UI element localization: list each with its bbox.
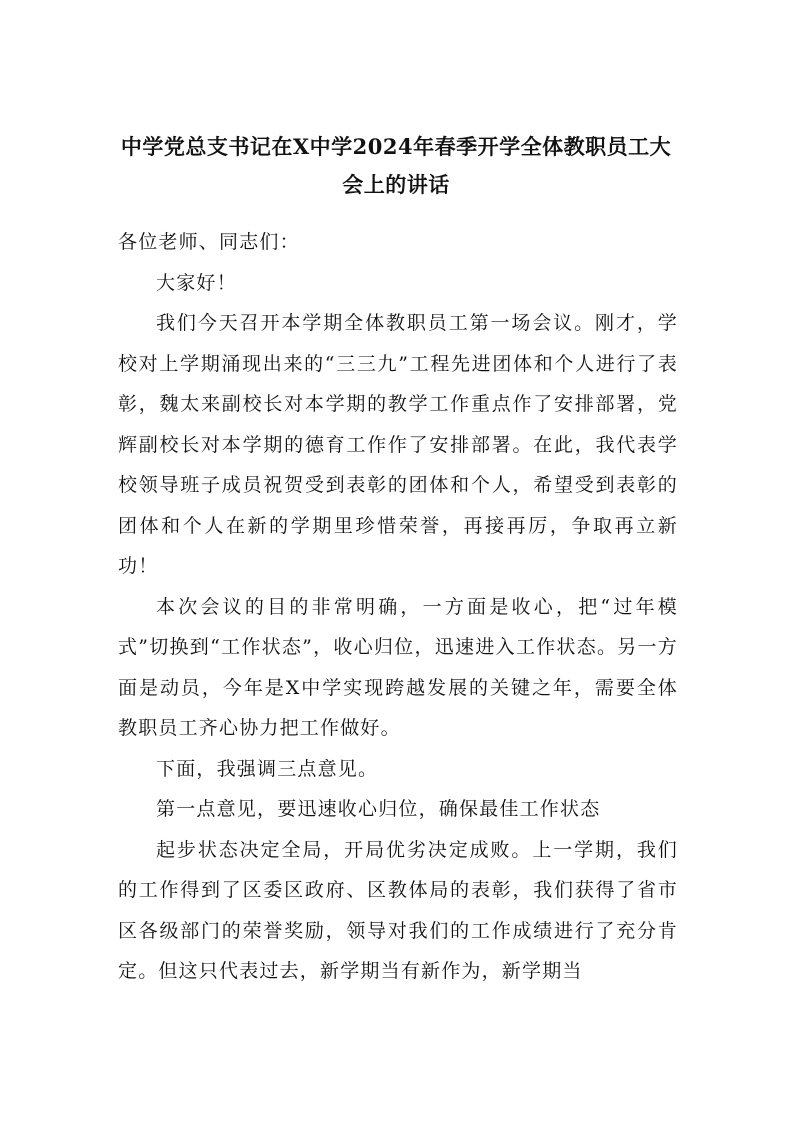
salutation: 各位老师、同志们： bbox=[118, 231, 300, 253]
paragraph-meeting-intro: 我们今天召开本学期全体教职员工第一场会议。刚才，学校对上学期涌现出来的“三三九”工程先进团体和个人进行了表彰，魏太来副校长对本学期的教学工作重点作了安排部署，党辉副校长对本学期的德育工作作了安排部署。在此，我代表学校领导班子成员祝贺受到表彰的团体和个人，希望受到表彰的团体和个人在新的学期里珍惜荣誉，再接再厉，争取再立新功！ bbox=[118, 312, 678, 577]
paragraph-meeting-purpose: 本次会议的目的非常明确，一方面是收心，把“过年模式”切换到“工作状态”，收心归位，迅速进入工作状态。另一方面是动员，今年是X中学实现跨越发展的关键之年，需要全体教职员工齐心协力把工作做好。 bbox=[118, 595, 678, 739]
section-heading-first-point: 第一点意见，要迅速收心归位，确保最佳工作状态 bbox=[156, 798, 601, 820]
paragraph-first-point-body: 起步状态决定全局，开局优劣决定成败。上一学期，我们的工作得到了区委区政府、区教体局的表彰，我们获得了省市区各级部门的荣誉奖励，领导对我们的工作成绩进行了充分肯定。但这只代表过去，新学期当有新作为，新学期当 bbox=[118, 838, 678, 982]
document-body bbox=[118, 222, 678, 992]
paragraph-transition: 下面，我强调三点意见。 bbox=[156, 757, 379, 780]
document-title: 中学党总支书记在X中学2024年春季开学全体教职员工大会上的讲话 bbox=[120, 134, 672, 197]
paragraph-greeting: 大家好！ bbox=[156, 271, 237, 294]
